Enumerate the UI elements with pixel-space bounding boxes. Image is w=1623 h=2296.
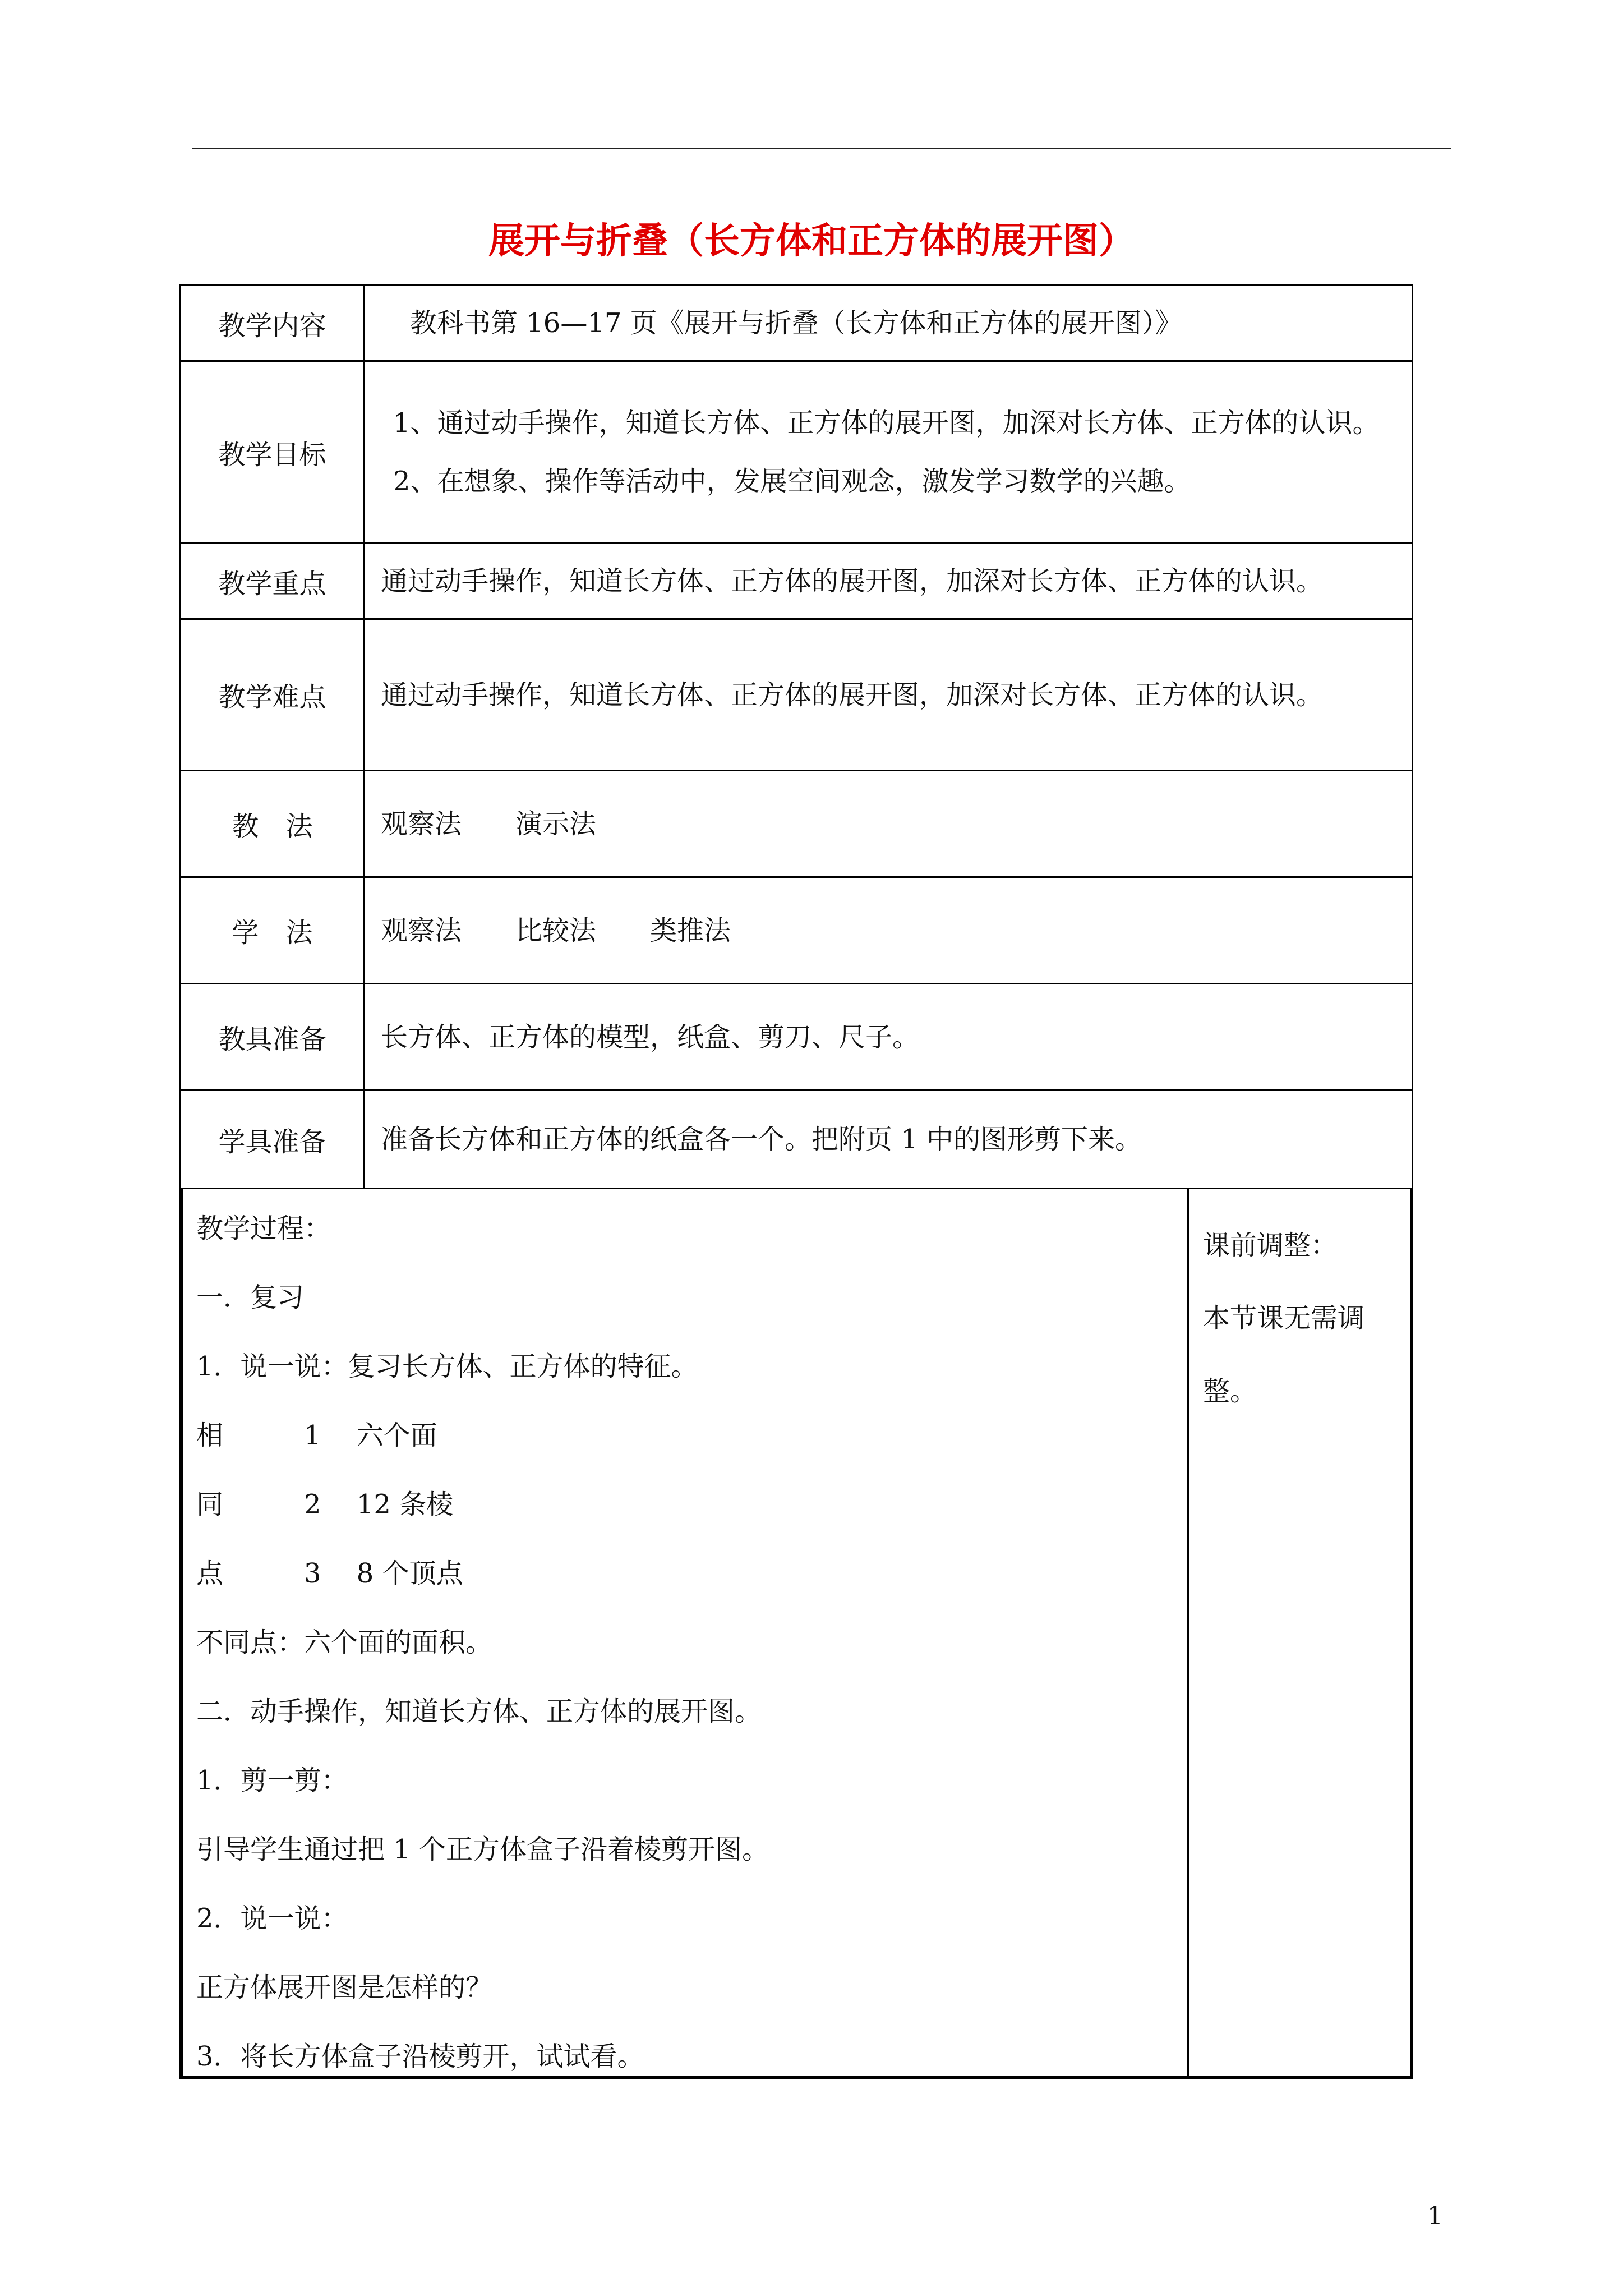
adjustment-line: 本节课无需调 xyxy=(1203,1303,1365,1334)
row-label: 教学目标 xyxy=(181,361,365,544)
process-line: 同 2 12 条棱 xyxy=(196,1489,454,1520)
row-value: 观察法 演示法 xyxy=(365,771,1413,877)
goal-line: 2、在想象、操作等活动中，发展空间观念，激发学习数学的兴趣。 xyxy=(393,466,1191,497)
process-line: 3．将长方体盒子沿棱剪开，试试看。 xyxy=(196,2041,644,2072)
row-value: 通过动手操作，知道长方体、正方体的展开图，加深对长方体、正方体的认识。 xyxy=(365,619,1413,771)
row-label: 教学难点 xyxy=(181,619,365,771)
row-label: 教学重点 xyxy=(181,544,365,619)
process-line: 二．动手操作，知道长方体、正方体的展开图。 xyxy=(196,1696,762,1727)
row-value: 观察法 比较法 类推法 xyxy=(365,877,1413,984)
process-line: 点 3 8 个顶点 xyxy=(196,1558,463,1589)
row-label: 教学内容 xyxy=(181,286,365,361)
row-learning-method xyxy=(181,877,1413,984)
process-line: 教学过程： xyxy=(196,1213,331,1244)
goal-line: 1、通过动手操作，知道长方体、正方体的展开图，加深对长方体、正方体的认识。 xyxy=(393,407,1380,439)
row-value: 长方体、正方体的模型，纸盒、剪刀、尺子。 xyxy=(365,984,1413,1091)
document-title: 展开与折叠（长方体和正方体的展开图） xyxy=(488,220,1135,262)
row-value: 教科书第 16—17 页《展开与折叠（长方体和正方体的展开图）》 xyxy=(365,286,1413,361)
process-line: 一．复习 xyxy=(196,1282,305,1313)
process-line: 1．剪一剪： xyxy=(196,1765,348,1796)
row-key-point xyxy=(181,544,1413,619)
pre-class-adjustment xyxy=(1203,1209,1394,1428)
adjustment-line: 整。 xyxy=(1203,1375,1257,1407)
process-line: 1．说一说：复习长方体、正方体的特征。 xyxy=(196,1351,698,1382)
row-goals xyxy=(181,361,1413,544)
row-difficulty xyxy=(181,619,1413,771)
header-rule xyxy=(192,148,1451,149)
teaching-process xyxy=(196,1209,769,2106)
row-content xyxy=(181,286,1413,361)
row-teaching-method xyxy=(181,771,1413,877)
row-label: 教 法 xyxy=(181,771,365,877)
row-value: 准备长方体和正方体的纸盒各一个。把附页 1 中的图形剪下来。 xyxy=(365,1091,1413,1189)
row-label: 学具准备 xyxy=(181,1091,365,1189)
process-line: 正方体展开图是怎样的？ xyxy=(196,1972,493,2003)
row-value xyxy=(365,361,1413,544)
row-label: 学 法 xyxy=(181,877,365,984)
process-line: 引导学生通过把 1 个正方体盒子沿着棱剪开图。 xyxy=(196,1834,769,1865)
lesson-info-table xyxy=(179,284,1413,1189)
row-label: 教具准备 xyxy=(181,984,365,1091)
process-line: 2．说一说： xyxy=(196,1903,348,1934)
row-value: 通过动手操作，知道长方体、正方体的展开图，加深对长方体、正方体的认识。 xyxy=(365,544,1413,619)
row-learning-aids xyxy=(181,1091,1413,1189)
process-line: 不同点：六个面的面积。 xyxy=(196,1627,493,1658)
row-teaching-aids xyxy=(181,984,1413,1091)
process-line: 相 1 六个面 xyxy=(196,1420,437,1451)
adjustment-heading: 课前调整： xyxy=(1203,1230,1338,1261)
page-number: 1 xyxy=(1427,2202,1443,2230)
